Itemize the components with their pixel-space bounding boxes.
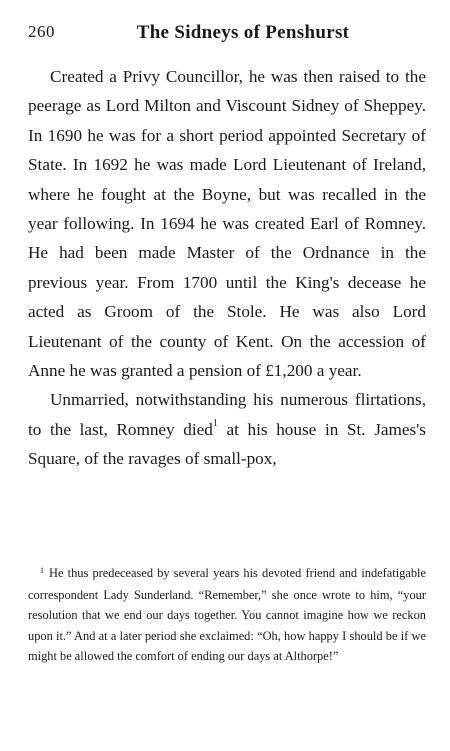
footnotes xyxy=(28,563,426,666)
footnote xyxy=(28,563,426,666)
page-number: 260 xyxy=(28,22,55,41)
paragraph xyxy=(28,385,426,473)
running-title: The Sidneys of Penshurst xyxy=(136,22,350,43)
paragraph-text: Unmarried, notwithstanding his numerous flirtations, to the last, Romney died xyxy=(28,390,426,439)
footnote-reference: 1 xyxy=(212,418,218,430)
running-head xyxy=(28,22,422,46)
footnote-marker: 1 xyxy=(40,566,44,575)
footnote-text: He thus predeceased by several years his devoted friend and indefatigable correspondent Lady Sunderland. “Remember,” she once wrote to him, “your resolution that we end our days together. You cannot imagine how we reckon upon it.” And at a later period she exclaimed: “Oh, how happy I should be if we might be allowed the comfort of ending our days at Althorpe!” xyxy=(28,566,426,663)
paragraph: Created a Privy Councillor, he was then raised to the peerage as Lord Milton and Viscount Sidney of Sheppey. In 1690 he was for a short period appointed Secretary of State. In 1692 he was made Lord Lieutenant of Ireland, where he fought at the Boyne, but was recalled in the year following. In 1694 he was created Earl of Romney. He had been made Master of the Ordnance in the previous year. From 1700 until the King's decease he acted as Groom of the Stole. He was also Lord Lieutenant of the county of Kent. On the accession of Anne he was granted a pension of £1,200 a year. xyxy=(28,67,426,381)
body-text xyxy=(28,62,426,474)
paragraph-text: at his house in St. James's Square, of the ravages of small-pox, xyxy=(28,419,426,469)
